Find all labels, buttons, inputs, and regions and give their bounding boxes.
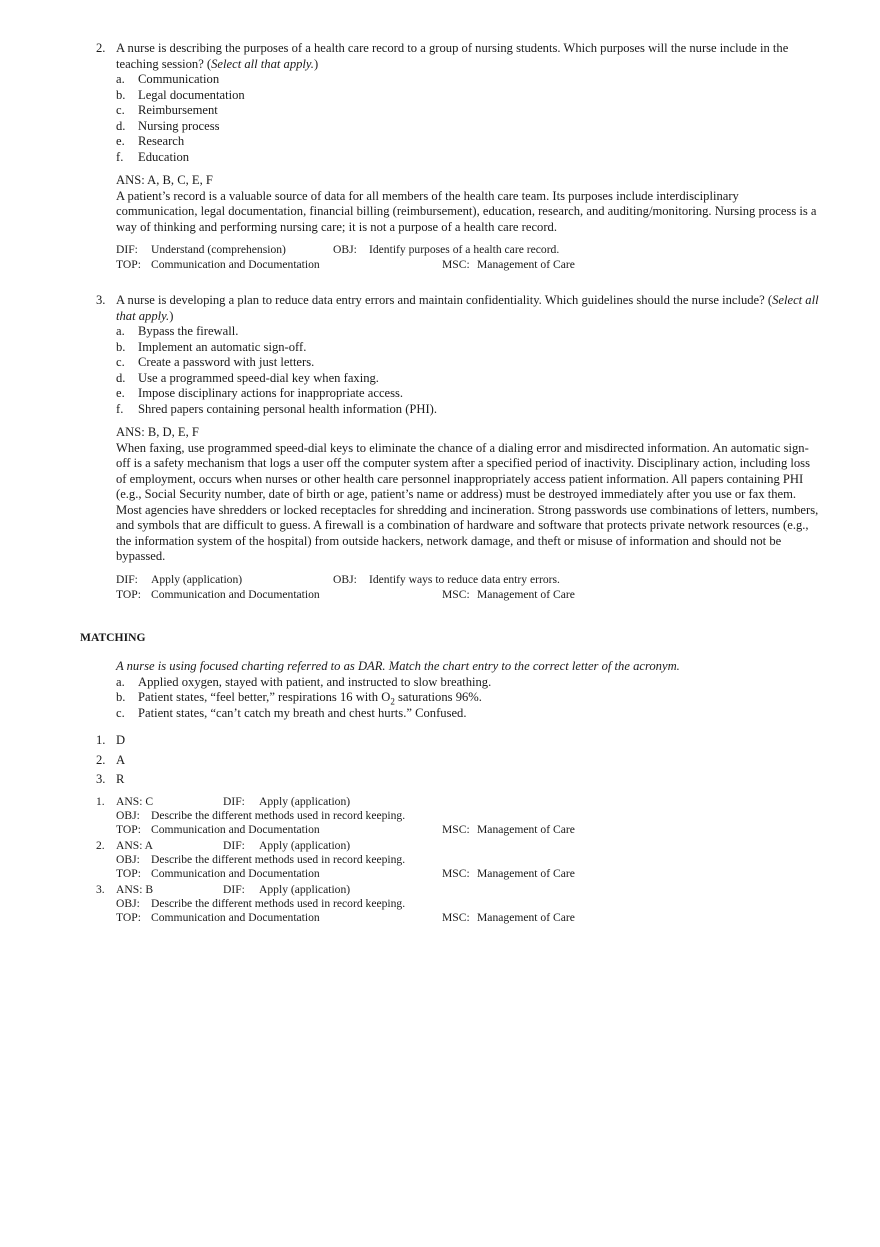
option-f: f. Shred papers containing personal health information (PHI). (116, 401, 438, 416)
matching-answers (96, 795, 822, 927)
match-option-c: c. Patient states, “can’t catch my breath and chest hurts.” Confused. (116, 705, 467, 720)
dif-value: Understand (comprehension) (151, 243, 286, 256)
matching-answer-3: 3. ANS: B DIF: Apply (application) OBJ: Describe the different methods used in record keeping. TOP: Communication and Documentation MSC: Management of Care (96, 883, 575, 924)
question-stem: 3. A nurse is developing a plan to reduce data entry errors and maintain confidentiality. Which guidelines should the nurse include? (Select all that apply.) (96, 293, 819, 323)
match-item: 2. A (96, 752, 126, 767)
msc-label: MSC: (442, 587, 470, 601)
question-2 (96, 41, 822, 273)
dif-label: DIF: (116, 243, 138, 256)
dif-value: Apply (application) (151, 572, 243, 586)
question-number: 3. (96, 293, 106, 307)
matching-instruction: A nurse is using focused charting referred to as DAR. Match the chart entry to the correct letter of the acronym. (116, 659, 680, 673)
question-number: 2. (96, 41, 106, 55)
option-b: b. Legal documentation (116, 87, 245, 102)
obj-value: Identify ways to reduce data entry errors. (369, 572, 560, 586)
match-option-b: b. Patient states, “feel better,” respirations 16 with $O_2$ saturations 96%. (116, 690, 482, 707)
question-metadata (96, 573, 822, 603)
question-stem: 2. A nurse is describing the purposes of a health care record to a group of nursing students. Which purposes will the nurse include in the teaching session? (Select all that apply.) (96, 41, 789, 71)
option-a: a. Communication (116, 72, 220, 86)
obj-label: OBJ: (333, 572, 357, 586)
obj-value: Identify purposes of a health care record. (369, 243, 560, 256)
answer-key: ANS: A, B, C, E, F (116, 173, 213, 187)
matching-block (96, 659, 822, 788)
matching-answer-2: 2. ANS: A DIF: Apply (application) OBJ: Describe the different methods used in record keeping. TOP: Communication and Documentation MSC: Management of Care (96, 839, 575, 880)
obj-label: OBJ: (333, 243, 357, 256)
msc-label: MSC: (442, 258, 470, 271)
msc-value: Management of Care (477, 587, 575, 601)
question-metadata (96, 243, 822, 273)
answer-key: ANS: B, D, E, F (116, 425, 199, 439)
top-value: Communication and Documentation (151, 587, 320, 601)
option-d: d. Nursing process (116, 118, 220, 133)
top-label: TOP: (116, 587, 141, 601)
rationale: When faxing, use programmed speed-dial keys to eliminate the chance of a dialing error and misdirected information. An automatic sign-off is a safety mechanism that logs a user off the computer system after a specified period of inactivity. Disciplinary action, including loss of employment, occurs when nurses or other health care personnel inappropriately access patient information. All papers containing PHI (e.g., Social Security number, date of birth or age, patient’s name or address) must be destroyed immediately after you use or fax them. Most agencies have shredders or locked receptacles for shredding and incineration. Strong passwords use combinations of letters, numbers, and symbols that are difficult to guess. A firewall is a combination of hardware and software that protects private network resources (e.g., the information system of the hospital) from outside hackers, network damage, and theft or misuse of information and should not be bypassed. (116, 440, 819, 563)
option-e: e. Impose disciplinary actions for inappropriate access. (116, 386, 404, 400)
msc-value: Management of Care (477, 258, 575, 271)
section-title: MATCHING (80, 631, 146, 644)
option-e: e. Research (116, 134, 185, 148)
match-item: 3. R (96, 772, 125, 786)
rationale: A patient’s record is a valuable source of data for all members of the health care team. Its purposes include interdisciplinary communication, legal documentation, financial billing (reimbursement), education, research, and auditing/monitoring. Nursing process is a way of thinking and performing nursing care; it is not a purpose of a health care record. (116, 188, 817, 234)
option-d: d. Use a programmed speed-dial key when faxing. (116, 370, 379, 385)
option-c: c. Create a password with just letters. (116, 355, 315, 369)
option-a: a. Bypass the firewall. (116, 324, 239, 338)
option-b: b. Implement an automatic sign-off. (116, 339, 307, 354)
match-item: 1. D (96, 733, 126, 747)
option-f: f. Education (116, 149, 190, 164)
top-value: Communication and Documentation (151, 258, 320, 271)
matching-answer-1: 1. ANS: C DIF: Apply (application) OBJ: Describe the different methods used in record keeping. TOP: Communication and Documentation MSC: Management of Care (96, 795, 575, 836)
top-label: TOP: (116, 258, 141, 271)
question-3 (96, 293, 822, 603)
option-c: c. Reimbursement (116, 103, 218, 117)
match-option-a: a. Applied oxygen, stayed with patient, and instructed to slow breathing. (116, 674, 492, 689)
dif-label: DIF: (116, 572, 138, 586)
